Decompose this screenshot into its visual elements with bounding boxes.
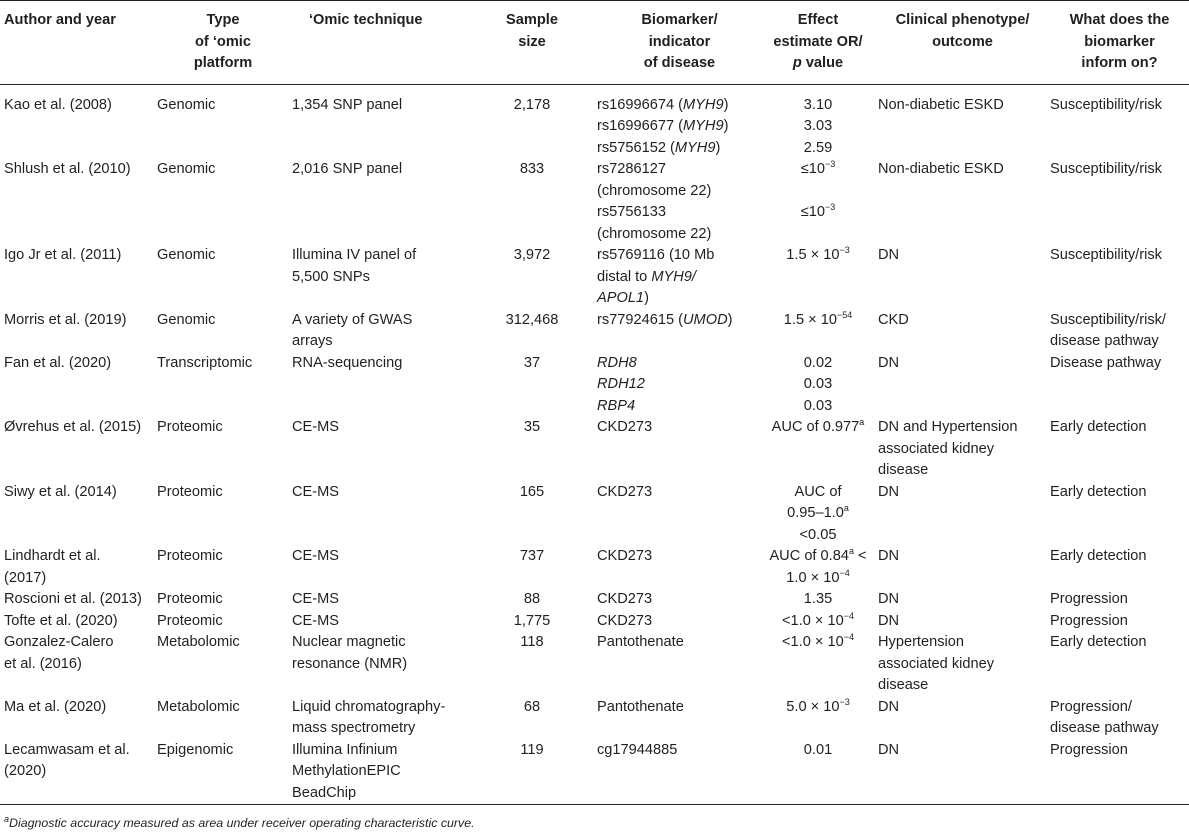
cell-effect: 3.10 3.03 2.59	[803, 96, 833, 156]
cell-biomarker: rs5769116 (10 Mb distal to MYH9/ APOL1)	[597, 247, 715, 306]
header-row	[0, 1, 1189, 85]
cell-technique: Nuclear magnetic resonance (NMR)	[292, 634, 408, 672]
header-sample-size: Sample size	[506, 12, 558, 50]
cell-phenotype: Hypertension associated kidney disease	[878, 634, 995, 693]
cell-biomarker: CKD273	[597, 483, 653, 500]
cell-inform: Progression	[1050, 591, 1128, 607]
cell-phenotype: DN	[878, 354, 900, 371]
table-row	[0, 611, 1189, 633]
cell-biomarker: rs77924615 (UMOD)	[597, 311, 733, 328]
cell-sample-size: 3,972	[513, 247, 551, 263]
table-row	[0, 353, 1189, 418]
cell-phenotype: DN	[878, 247, 900, 263]
cell-platform: Genomic	[157, 96, 216, 113]
table-row	[0, 697, 1189, 740]
cell-effect: 1.35	[803, 591, 833, 607]
cell-author: Siwy et al. (2014)	[4, 483, 117, 500]
cell-technique: Illumina Infinium MethylationEPIC BeadChip	[292, 741, 401, 801]
cell-effect: 0.01	[803, 741, 833, 758]
cell-author: Lindhardt et al. (2017)	[4, 548, 101, 586]
cell-effect: $<1.0 \times 10^{-4}$	[782, 610, 854, 629]
cell-platform: Proteomic	[157, 548, 223, 564]
cell-phenotype: DN	[878, 612, 900, 629]
cell-technique: CE-MS	[292, 419, 340, 435]
cell-platform: Genomic	[157, 247, 216, 263]
table-row	[0, 589, 1189, 611]
cell-platform: Proteomic	[157, 483, 223, 500]
cell-author: Tofte et al. (2020)	[4, 612, 118, 629]
cell-author: Gonzalez-Calero et al. (2016)	[4, 634, 114, 672]
table-row	[0, 159, 1189, 245]
cell-sample-size: 1,775	[513, 612, 551, 629]
header-biomarker: Biomarker/ indicator of disease	[641, 12, 718, 71]
cell-inform: Early detection	[1050, 634, 1147, 650]
cell-sample-size: 737	[519, 548, 545, 564]
header-inform: What does the biomarker inform on?	[1069, 12, 1170, 71]
cell-technique: 2,016 SNP panel	[292, 161, 403, 177]
cell-biomarker: rs7286127 (chromosome 22) rs5756133 (chromosome 22)	[597, 161, 712, 242]
cell-phenotype: DN and Hypertension associated kidney disease	[878, 419, 1018, 478]
cell-biomarker: rs16996674 (MYH9) rs16996677 (MYH9) rs5756152 (MYH9)	[597, 96, 729, 156]
cell-inform: Disease pathway	[1050, 354, 1162, 371]
cell-effect: $1.5 \times 10^{-54}$	[783, 309, 853, 328]
cell-author: Ma et al. (2020)	[4, 698, 107, 715]
cell-phenotype: Non-diabetic ESKD	[878, 161, 1004, 177]
cell-inform: Susceptibility/risk	[1050, 96, 1162, 113]
cell-phenotype: DN	[878, 698, 900, 715]
cell-platform: Proteomic	[157, 612, 223, 629]
cell-phenotype: CKD	[878, 311, 909, 328]
table-row	[0, 245, 1189, 310]
cell-sample-size: 119	[520, 741, 544, 758]
cell-technique: CE-MS	[292, 548, 340, 564]
cell-platform: Genomic	[157, 311, 216, 328]
cell-biomarker: CKD273	[597, 419, 653, 435]
cell-sample-size: 312,468	[505, 311, 559, 328]
cell-biomarker: Pantothenate	[597, 634, 684, 650]
cell-platform: Epigenomic	[157, 741, 234, 758]
cell-technique: CE-MS	[292, 612, 340, 629]
cell-author: Kao et al. (2008)	[4, 96, 112, 113]
cell-platform: Proteomic	[157, 419, 223, 435]
cell-technique: Liquid chromatography- mass spectrometry	[292, 698, 446, 736]
cell-sample-size: 165	[519, 483, 545, 500]
header-phenotype: Clinical phenotype/ outcome	[895, 12, 1030, 50]
cell-biomarker: RDH8 RDH12 RBP4	[597, 354, 645, 414]
cell-platform: Proteomic	[157, 591, 223, 607]
cell-phenotype: Non-diabetic ESKD	[878, 96, 1004, 113]
header-effect: Effect estimate OR/ p value	[773, 12, 863, 71]
cell-technique: Illumina IV panel of 5,500 SNPs	[292, 247, 417, 285]
cell-effect: AUC of 0.95–1.0$^a$ <0.05	[787, 483, 849, 543]
table-row	[0, 417, 1189, 482]
cell-inform: Susceptibility/risk	[1050, 161, 1162, 177]
cell-sample-size: 833	[519, 161, 545, 177]
cell-sample-size: 2,178	[513, 96, 551, 113]
cell-effect: 0.02 0.03 0.03	[803, 354, 833, 414]
cell-effect: AUC of 0.977$^a$	[771, 417, 865, 435]
cell-effect: $<1.0 \times 10^{-4}$	[782, 632, 854, 650]
cell-technique: RNA-sequencing	[292, 354, 403, 371]
cell-effect: $5.0 \times 10^{-3}$	[786, 696, 850, 715]
cell-sample-size: 88	[523, 591, 541, 607]
cell-biomarker: Pantothenate	[597, 698, 684, 715]
cell-author: Morris et al. (2019)	[4, 311, 127, 328]
cell-effect: $\le 10^{-3}$ $\le 10^{-3}$	[800, 159, 836, 220]
cell-inform: Progression	[1050, 741, 1128, 758]
cell-technique: CE-MS	[292, 483, 340, 500]
cell-author: Fan et al. (2020)	[4, 354, 112, 371]
cell-platform: Genomic	[157, 161, 216, 177]
table-row	[0, 740, 1189, 805]
cell-author: Roscioni et al. (2013)	[4, 591, 142, 607]
cell-effect: $1.5 \times 10^{-3}$	[786, 245, 850, 263]
cell-sample-size: 35	[523, 419, 541, 435]
table-body	[0, 84, 1189, 805]
cell-platform: Metabolomic	[157, 698, 240, 715]
cell-platform: Metabolomic	[157, 634, 240, 650]
cell-sample-size: 37	[523, 354, 541, 371]
table-footnote: $^a$Diagnostic accuracy measured as area under receiver operating characteristic curve.	[4, 813, 475, 830]
cell-author: Shlush et al. (2010)	[4, 161, 131, 177]
cell-biomarker: CKD273	[597, 612, 653, 629]
cell-inform: Early detection	[1050, 483, 1147, 500]
header-platform: Type of ‘omic platform	[193, 12, 253, 71]
cell-author: Igo Jr et al. (2011)	[4, 247, 122, 263]
table-row	[0, 546, 1189, 589]
table-header	[0, 1, 1189, 85]
header-technique: ‘Omic technique	[309, 12, 423, 28]
cell-phenotype: DN	[878, 483, 900, 500]
cell-inform: Progression/ disease pathway	[1050, 698, 1159, 736]
cell-effect: AUC of 0.84$^a$ < $1.0 \times 10^{-4}$	[769, 546, 867, 586]
cell-technique: A variety of GWAS arrays	[292, 311, 413, 349]
cell-inform: Early detection	[1050, 419, 1147, 435]
cell-author: Øvrehus et al. (2015)	[4, 419, 142, 435]
cell-author: Lecamwasam et al. (2020)	[4, 741, 130, 779]
cell-inform: Early detection	[1050, 548, 1147, 564]
header-author: Author and year	[4, 12, 116, 28]
cell-phenotype: DN	[878, 591, 900, 607]
cell-platform: Transcriptomic	[157, 354, 253, 371]
table-row	[0, 482, 1189, 547]
cell-biomarker: cg17944885	[597, 741, 678, 758]
cell-sample-size: 68	[523, 698, 541, 715]
table-row	[0, 310, 1189, 353]
cell-sample-size: 118	[520, 634, 544, 650]
table-row	[0, 84, 1189, 159]
cell-technique: CE-MS	[292, 591, 340, 607]
cell-inform: Susceptibility/risk/ disease pathway	[1050, 311, 1166, 349]
cell-technique: 1,354 SNP panel	[292, 96, 403, 113]
cell-biomarker: CKD273	[597, 548, 653, 564]
cell-inform: Progression	[1050, 612, 1128, 629]
cell-inform: Susceptibility/risk	[1050, 247, 1162, 263]
cell-biomarker: CKD273	[597, 591, 653, 607]
cell-phenotype: DN	[878, 741, 900, 758]
cell-phenotype: DN	[878, 548, 900, 564]
table-row	[0, 632, 1189, 697]
